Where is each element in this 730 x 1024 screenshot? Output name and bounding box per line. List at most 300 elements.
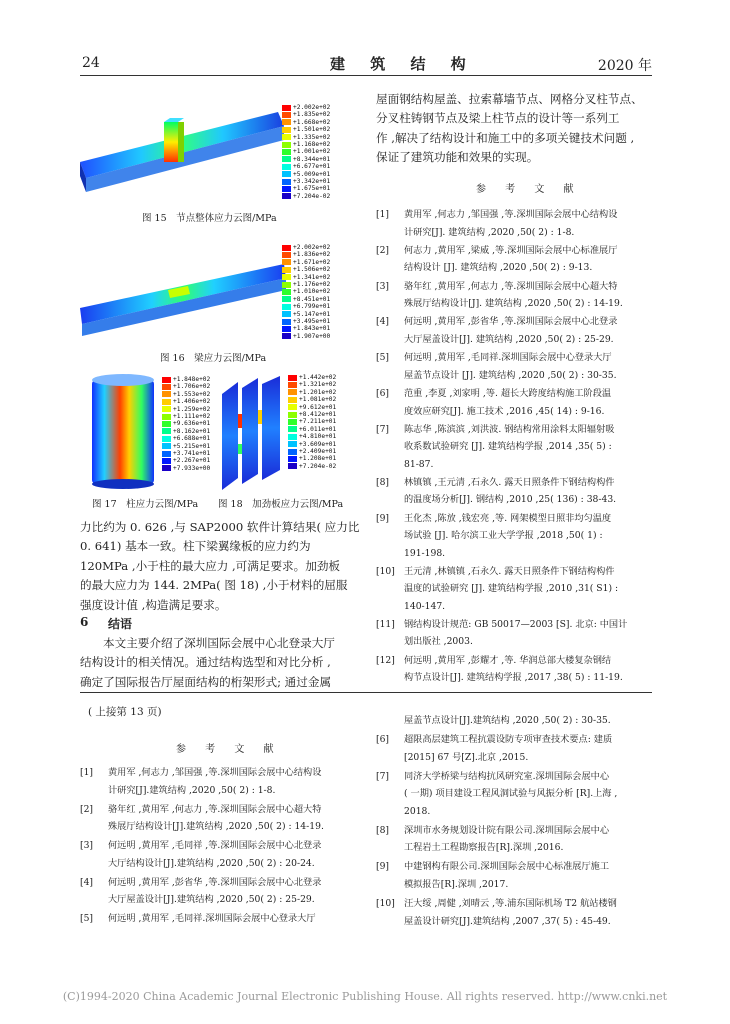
reference-line: 林镇镇 ,王元清 ,石永久. 露天日照条件下钢结构构件	[404, 476, 615, 488]
legend-value: +7.211e+01	[299, 418, 337, 426]
reference-line: 大厅结构设计[J].建筑结构 ,2020 ,50( 2) : 20-24.	[108, 857, 315, 869]
legend-value: +1.259e+02	[173, 405, 211, 413]
legend-value: +3.741e+01	[173, 449, 211, 457]
text-line: 本文主要介绍了深圳国际会展中心北登录大厅	[103, 636, 335, 650]
legend-swatch	[282, 289, 291, 295]
reference-line: 黄用军 ,何志力 ,邹国强 ,等.深圳国际会展中心结构设	[108, 767, 322, 778]
legend-row	[162, 398, 210, 405]
reference-text	[404, 474, 652, 509]
legend-swatch	[282, 105, 291, 111]
reference-item	[376, 822, 652, 857]
legend-value: +1.668e+02	[293, 118, 331, 126]
journal-title: 建 筑 结 构	[330, 55, 476, 73]
reference-number: [6]	[376, 734, 390, 746]
legend-row	[282, 148, 330, 155]
legend-row	[282, 193, 330, 200]
legend-row	[288, 448, 336, 455]
legend-value: +1.208e+01	[299, 455, 337, 463]
legend-value: +7.204e-02	[293, 192, 331, 200]
legend-swatch	[282, 304, 291, 310]
reference-text	[404, 768, 652, 821]
reference-line: 中建钢构有限公司.深圳国际会展中心标准展厅施工	[404, 861, 610, 873]
legend-swatch	[162, 406, 171, 412]
legend-row	[282, 325, 330, 332]
legend-row	[288, 426, 336, 433]
legend-row	[288, 389, 336, 396]
reference-line: 大厅屋盖设计[J].建筑结构 ,2020 ,50( 2) : 25-29.	[108, 894, 315, 906]
legend-value: +6.688e+01	[173, 435, 211, 443]
reference-text	[404, 206, 652, 241]
reference-line: 构节点设计[J]. 建筑结构学报 ,2017 ,38( 5) : 11-19.	[404, 672, 623, 684]
reference-line: 钢结构设计规范: GB 50017—2003 [S]. 北京: 中国计	[404, 618, 628, 630]
reference-text	[404, 822, 652, 857]
section-title: 结语	[108, 617, 133, 631]
reference-number: [1]	[80, 767, 94, 778]
reference-line: 划出版社 ,2003.	[404, 636, 473, 648]
legend-value: +1.111e+02	[173, 412, 211, 420]
legend-swatch	[288, 375, 297, 381]
reference-number: [5]	[376, 352, 390, 364]
reference-line: 深圳市水务规划设计院有限公司.深圳国际会展中心	[404, 824, 610, 836]
reference-line: 同济大学桥梁与结构抗风研究室.深圳国际会展中心	[404, 770, 610, 782]
legend-swatch	[282, 267, 291, 273]
reference-text	[404, 712, 652, 730]
legend-value: +1.335e+02	[293, 133, 331, 141]
reference-line: 191-198.	[404, 547, 446, 559]
text-line: 强度设计值 ,构造满足要求。	[80, 597, 227, 612]
reference-text	[404, 385, 652, 420]
reference-item	[376, 712, 652, 729]
reference-item	[80, 874, 360, 909]
page-number: 24	[82, 55, 100, 71]
legend-row	[288, 463, 336, 470]
legend-swatch	[162, 384, 171, 390]
reference-line: 黄用军 ,何志力 ,邹国强 ,等.深圳国际会展中心结构设	[404, 209, 618, 220]
legend-swatch	[282, 296, 291, 302]
legend-row	[162, 406, 210, 413]
figure-17-legend	[162, 376, 210, 472]
legend-value: +9.636e+01	[173, 420, 211, 428]
reference-number: [12]	[376, 654, 395, 666]
legend-swatch	[288, 389, 297, 395]
figure-18-caption: 图 18 加劲板应力云图/MPa	[218, 499, 344, 510]
legend-row	[162, 435, 210, 442]
legend-swatch	[288, 397, 297, 403]
legend-row	[162, 450, 210, 457]
figure-18-image	[218, 374, 288, 492]
reference-number: [3]	[376, 280, 390, 292]
reference-number: [8]	[376, 824, 390, 836]
legend-swatch	[162, 399, 171, 405]
reference-text	[404, 895, 652, 930]
legend-row	[288, 404, 336, 411]
legend-swatch	[282, 245, 291, 251]
legend-swatch	[282, 119, 291, 125]
legend-value: +5.147e+01	[293, 310, 331, 318]
legend-value: +1.671e+02	[293, 258, 331, 266]
legend-value: +1.081e+02	[299, 396, 337, 404]
legend-swatch	[282, 186, 291, 192]
legend-value: +1.848e+02	[173, 376, 211, 383]
reference-text	[404, 278, 652, 313]
legend-swatch	[288, 382, 297, 388]
reference-number: [11]	[376, 618, 395, 630]
legend-row	[282, 134, 330, 141]
legend-value: +1.168e+02	[293, 140, 331, 148]
legend-row	[282, 178, 330, 185]
reference-text	[404, 563, 652, 616]
reference-number: [10]	[376, 565, 395, 577]
text-line: 屋面钢结构屋盖、拉索幕墙节点、网格分叉柱节点、	[376, 92, 643, 106]
reference-number: [10]	[376, 898, 395, 909]
reference-text	[108, 801, 360, 836]
legend-value: +1.836e+02	[293, 251, 331, 259]
legend-value: +1.010e+02	[293, 288, 331, 296]
reference-number: [3]	[80, 840, 94, 852]
text-line: 确定了国际报告厅屋面结构的桁架形式; 通过金属	[80, 674, 332, 689]
text-line: 120MPa ,小于柱的最大应力 ,可满足要求。加劲板	[80, 558, 341, 573]
legend-swatch	[282, 282, 291, 288]
legend-swatch	[282, 319, 291, 325]
legend-value: +1.406e+02	[173, 398, 211, 406]
reference-item	[376, 858, 652, 893]
reference-line: 140-147.	[404, 600, 446, 612]
legend-swatch	[282, 156, 291, 162]
copyright-notice: (C)1994-2020 China Academic Journal Electronic Publishing House. All rights reserved. http://www.cnki.net	[62, 990, 668, 1003]
header-rule	[80, 75, 652, 76]
legend-value: +1.907e+00	[293, 332, 331, 340]
reference-line: 场试验 [J]. 哈尔滨工业大学学报 ,2018 ,50( 1) :	[404, 530, 603, 542]
legend-swatch	[282, 193, 291, 199]
legend-row	[282, 119, 330, 126]
legend-value: +2.002e+02	[293, 104, 331, 111]
reference-text	[404, 652, 652, 687]
reference-text	[404, 731, 652, 766]
legend-row	[162, 443, 210, 450]
legend-value: +1.341e+02	[293, 273, 331, 281]
legend-swatch	[162, 465, 171, 471]
reference-line: 何远明 ,黄用军 ,毛同祥.深圳国际会展中心登录大厅	[108, 913, 316, 925]
text-line: 保证了建筑功能和效果的实现。	[376, 150, 539, 165]
legend-value: +3.609e+01	[299, 440, 337, 448]
legend-swatch	[282, 333, 291, 339]
legend-row	[162, 383, 210, 390]
continuation-label: ( 上接第 13 页)	[88, 706, 162, 718]
legend-swatch	[288, 456, 297, 462]
reference-item	[376, 349, 652, 384]
reference-item	[376, 474, 652, 509]
legend-swatch	[282, 127, 291, 133]
legend-row	[282, 251, 330, 258]
legend-row	[162, 465, 210, 472]
reference-line: 骆年红 ,黄用军 ,何志力 ,等.深圳国际会展中心超大特	[108, 803, 322, 815]
legend-row	[282, 318, 330, 325]
legend-value: +2.002e+02	[293, 244, 331, 251]
reference-line: ( 一期) 项目建设工程风洞试验与风振分析 [R].上海 ,	[404, 788, 618, 800]
reference-item	[376, 563, 652, 615]
reference-item	[376, 421, 652, 473]
legend-value: +5.215e+01	[173, 442, 211, 450]
figure-18-legend	[288, 374, 336, 470]
legend-row	[282, 266, 330, 273]
reference-line: 度效应研究[J]. 施工技术 ,2016 ,45( 14) : 9-16.	[404, 405, 605, 417]
legend-swatch	[288, 434, 297, 440]
legend-value: +1.675e+01	[293, 185, 331, 193]
legend-swatch	[162, 391, 171, 397]
reference-text	[404, 616, 652, 651]
reference-line: 81-87.	[404, 458, 434, 470]
reference-line: 殊展厅结构设计[J]. 建筑结构 ,2020 ,50( 2) : 14-19.	[404, 298, 623, 310]
reference-item	[376, 510, 652, 562]
reference-line: 计研究[J]. 建筑结构 ,2020 ,50( 2) : 1-8.	[404, 226, 575, 238]
legend-row	[282, 126, 330, 133]
reference-line: 何远明 ,黄用军 ,彭耀才 ,等. 华润总部大楼复杂钢结	[404, 654, 612, 666]
reference-line: 的温度场分析[J]. 钢结构 ,2010 ,25( 136) : 38-43.	[404, 494, 617, 506]
legend-row	[162, 420, 210, 427]
reference-text	[404, 421, 652, 474]
reference-item	[376, 313, 652, 348]
legend-value: +6.677e+01	[293, 163, 331, 171]
legend-value: +1.706e+02	[173, 383, 211, 391]
legend-swatch	[288, 449, 297, 455]
reference-line: 何远明 ,黄用军 ,彭省华 ,等.深圳国际会展中心北登录	[404, 316, 618, 328]
reference-text	[404, 510, 652, 563]
body-paragraph-2	[80, 634, 366, 692]
reference-text	[404, 242, 652, 277]
legend-row	[288, 418, 336, 425]
legend-swatch	[282, 326, 291, 332]
legend-swatch	[162, 377, 171, 383]
reference-line: 大厅屋盖设计[J]. 建筑结构 ,2020 ,50( 2) : 25-29.	[404, 333, 614, 345]
continuation-references-title: 参 考 文 献	[176, 744, 282, 755]
legend-swatch	[282, 179, 291, 185]
reference-number: [9]	[376, 861, 390, 873]
legend-swatch	[282, 171, 291, 177]
text-line: 分叉柱铸钢节点及梁上柱节点的设计等一系列工	[376, 111, 620, 126]
reference-number: [8]	[376, 476, 390, 488]
reference-line: 温度的试验研究 [J]. 建筑结构学报 ,2010 ,31( S1) :	[404, 583, 619, 595]
legend-row	[282, 281, 330, 288]
legend-value: +6.011e+01	[299, 425, 337, 433]
reference-number: [4]	[376, 316, 390, 328]
legend-row	[282, 259, 330, 266]
legend-value: +1.442e+02	[299, 374, 337, 381]
reference-item	[376, 652, 652, 687]
legend-swatch	[282, 274, 291, 280]
reference-number: [6]	[376, 388, 390, 399]
legend-value: +1.835e+02	[293, 111, 331, 119]
reference-line: 陈志华 ,陈滨滨 ,刘洪波. 钢结构常用涂料太阳辐射吸	[404, 423, 615, 435]
figure-16-caption: 图 16 梁应力云图/MPa	[160, 353, 267, 364]
reference-line: 王元清 ,林镇镇 ,石永久. 露天日照条件下钢结构构件	[404, 565, 615, 577]
legend-row	[288, 374, 336, 381]
legend-swatch	[162, 414, 171, 420]
reference-line: 2018.	[404, 805, 431, 817]
legend-row	[282, 303, 330, 310]
figure-15-legend	[282, 104, 330, 200]
reference-line: 王化杰 ,陈放 ,钱宏亮 ,等. 网架模型日照非均匀温度	[404, 512, 612, 524]
reference-line: 模拟报告[R].深圳 ,2017.	[404, 878, 509, 890]
legend-row	[162, 413, 210, 420]
reference-number: [4]	[80, 876, 94, 888]
legend-swatch	[162, 436, 171, 442]
reference-text	[108, 837, 360, 872]
reference-item	[376, 768, 652, 820]
legend-value: +2.409e+01	[299, 447, 337, 455]
legend-row	[282, 333, 330, 340]
legend-row	[288, 433, 336, 440]
legend-swatch	[162, 428, 171, 434]
legend-row	[282, 244, 330, 251]
reference-item	[80, 837, 360, 872]
legend-value: +1.001e+02	[293, 148, 331, 156]
legend-value: +1.321e+02	[299, 381, 337, 389]
legend-swatch	[162, 458, 171, 464]
reference-line: 工程岩土工程勘察报告[R].深圳 ,2016.	[404, 842, 564, 854]
legend-value: +5.009e+01	[293, 170, 331, 178]
legend-swatch	[282, 259, 291, 265]
reference-text	[404, 313, 652, 348]
reference-line: 何远明 ,黄用军 ,彭省华 ,等.深圳国际会展中心北登录	[108, 876, 322, 888]
text-line: 0. 641) 基本一致。柱下梁翼缘板的应力约为	[80, 539, 311, 554]
figure-15-image	[78, 100, 288, 200]
legend-row	[288, 396, 336, 403]
legend-value: +1.506e+02	[293, 266, 331, 274]
legend-row	[282, 171, 330, 178]
legend-row	[288, 381, 336, 388]
reference-item	[376, 385, 652, 420]
text-line: 结构设计的相关情况。通过结构选型和对比分析 ,	[80, 655, 331, 670]
legend-row	[282, 163, 330, 170]
reference-number: [7]	[376, 423, 390, 435]
figure-17-image	[88, 372, 160, 490]
reference-number: [2]	[376, 244, 390, 256]
legend-row	[288, 411, 336, 418]
reference-item	[376, 616, 652, 651]
reference-text	[404, 349, 652, 384]
reference-line: 屋盖节点设计 [J]. 建筑结构 ,2020 ,50( 2) : 30-35.	[404, 369, 617, 381]
legend-swatch	[162, 421, 171, 427]
reference-number: [5]	[80, 913, 94, 925]
reference-line: 超限高层建筑工程抗震设防专项审查技术要点: 建质	[404, 734, 613, 746]
legend-row	[282, 156, 330, 163]
legend-swatch	[288, 441, 297, 447]
legend-row	[282, 274, 330, 281]
legend-row	[282, 311, 330, 318]
legend-row	[162, 428, 210, 435]
legend-row	[282, 141, 330, 148]
reference-number: [7]	[376, 770, 390, 782]
legend-row	[282, 185, 330, 192]
reference-item	[80, 910, 360, 927]
legend-value: +2.267e+01	[173, 457, 211, 465]
legend-value: +8.344e+01	[293, 155, 331, 163]
legend-swatch	[282, 252, 291, 258]
reference-item	[80, 801, 360, 836]
reference-line: 屋盖设计研究[J].建筑结构 ,2007 ,37( 5) : 45-49.	[404, 915, 611, 927]
legend-value: +1.843e+01	[293, 325, 331, 333]
legend-row	[162, 391, 210, 398]
legend-row	[282, 104, 330, 111]
section-number: 6	[80, 615, 89, 629]
legend-swatch	[288, 419, 297, 425]
legend-swatch	[282, 164, 291, 170]
text-line: 作 ,解决了结构设计和施工中的多项关键技术问题 ,	[376, 130, 635, 145]
legend-swatch	[288, 412, 297, 418]
legend-row	[282, 288, 330, 295]
text-line: 的最大应力为 144. 2MPa( 图 18) ,小于材料的屈服	[80, 578, 348, 593]
figure-16-legend	[282, 244, 330, 340]
reference-line: 计研究[J].建筑结构 ,2020 ,50( 2) : 1-8.	[108, 784, 276, 796]
legend-value: +1.201e+02	[299, 388, 337, 396]
legend-value: +7.204e-02	[299, 462, 337, 470]
figure-15-caption: 图 15 节点整体应力云图/MPa	[142, 213, 277, 224]
reference-line: [2015] 67 号[Z].北京 ,2015.	[404, 751, 529, 763]
legend-row	[288, 441, 336, 448]
reference-text	[108, 764, 360, 799]
body-paragraph-1	[80, 518, 366, 615]
reference-number: [9]	[376, 512, 390, 524]
legend-value: +4.810e+01	[299, 433, 337, 441]
legend-swatch	[282, 112, 291, 118]
reference-line: 屋盖节点设计[J].建筑结构 ,2020 ,50( 2) : 30-35.	[404, 715, 611, 726]
legend-row	[162, 376, 210, 383]
reference-text	[108, 874, 360, 909]
legend-value: +8.451e+01	[293, 295, 331, 303]
reference-number: [1]	[376, 209, 390, 220]
reference-line: 何远明 ,黄用军 ,毛同祥 ,等.深圳国际会展中心北登录	[108, 840, 322, 852]
reference-text	[108, 910, 360, 928]
references-title: 参 考 文 献	[476, 184, 582, 195]
reference-line: 汪大绥 ,周健 ,刘晴云 ,等.浦东国际机场 T2 航站楼钢	[404, 898, 617, 909]
reference-line: 范重 ,李夏 ,刘家明 ,等. 超长大跨度结构施工阶段温	[404, 388, 612, 399]
legend-swatch	[282, 142, 291, 148]
legend-value: +9.612e+01	[299, 403, 337, 411]
legend-value: +1.553e+02	[173, 390, 211, 398]
reference-item	[376, 731, 652, 766]
legend-value: +8.412e+01	[299, 410, 337, 418]
legend-row	[288, 455, 336, 462]
legend-swatch	[162, 451, 171, 457]
figure-17-caption: 图 17 柱应力云图/MPa	[92, 499, 199, 510]
reference-line: 骆年红 ,黄用军 ,何志力 ,等.深圳国际会展中心超大特	[404, 280, 618, 292]
legend-swatch	[282, 149, 291, 155]
reference-line: 何志力 ,黄用军 ,梁威 ,等.深圳国际会展中心标准展厅	[404, 244, 618, 256]
text-line: 力比约为 0. 626 ,与 SAP2000 软件计算结果( 应力比	[80, 520, 360, 534]
legend-value: +7.933e+00	[173, 464, 211, 472]
legend-value: +8.162e+01	[173, 427, 211, 435]
reference-line: 何远明 ,黄用军 ,毛同祥.深圳国际会展中心登录大厅	[404, 352, 612, 364]
legend-swatch	[282, 311, 291, 317]
figure-16-image	[78, 250, 288, 340]
legend-value: +3.495e+01	[293, 317, 331, 325]
legend-row	[282, 111, 330, 118]
legend-row	[162, 457, 210, 464]
legend-swatch	[282, 134, 291, 140]
reference-line: 殊展厅结构设计[J].建筑结构 ,2020 ,50( 2) : 14-19.	[108, 821, 324, 833]
legend-swatch	[288, 426, 297, 432]
legend-value: +6.799e+01	[293, 303, 331, 311]
reference-item	[376, 895, 652, 930]
reference-item	[376, 206, 652, 241]
reference-item	[80, 764, 360, 799]
reference-item	[376, 242, 652, 277]
reference-line: 结构设计 [J]. 建筑结构 ,2020 ,50( 2) : 9-13.	[404, 262, 593, 274]
journal-year: 2020 年	[597, 58, 652, 74]
reference-text	[404, 858, 652, 893]
reference-line: 收系数试验研究 [J]. 建筑结构学报 ,2014 ,35( 5) :	[404, 441, 612, 453]
legend-swatch	[162, 443, 171, 449]
